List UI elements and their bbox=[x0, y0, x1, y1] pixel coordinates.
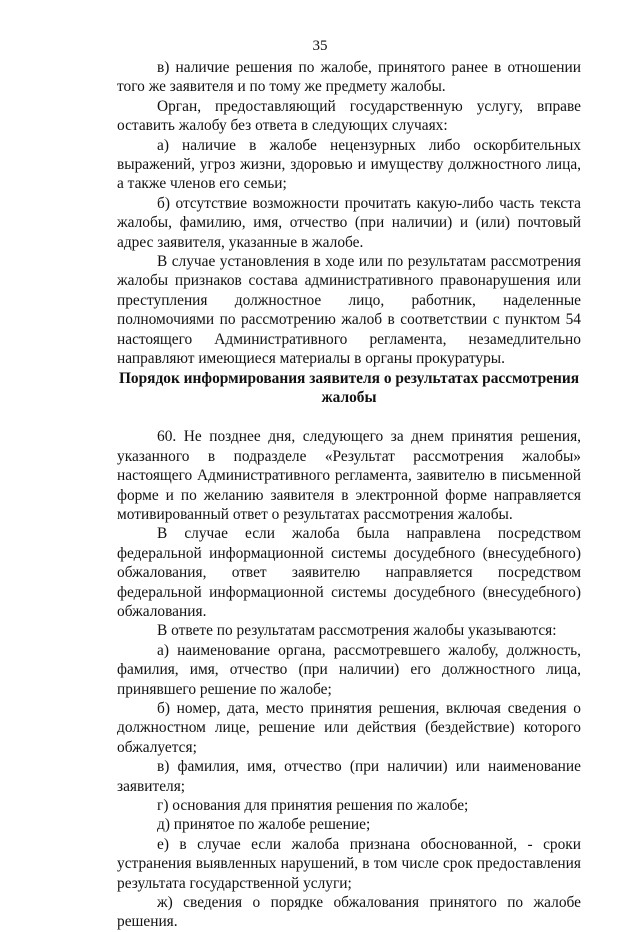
paragraph-prosecution-referral: В случае установления в ходе или по результатам рассмотрения жалобы признаков состава административного правонарушения или преступления должностное лицо, работник, наделенные полномочиями по рассмотрению жалоб в соответствии с пунктом 54 настоящего Административного регламента, незамедлительно направляют имеющиеся материалы в органы прокуратуры. bbox=[117, 253, 581, 368]
paragraph-response-contents: В ответе по результатам рассмотрения жалобы указываются: bbox=[157, 622, 557, 640]
document-body bbox=[117, 58, 581, 932]
list-item-v-applicant-name: в) фамилия, имя, отчество (при наличии) или наименование заявителя; bbox=[117, 758, 581, 795]
list-item-d-decision: д) принятое по жалобе решение; bbox=[157, 816, 371, 834]
paragraph-leave-unanswered: Орган, предоставляющий государственную услугу, вправе оставить жалобу без ответа в следующих случаях: bbox=[117, 97, 581, 135]
paragraph-60-response-deadline: 60. Не позднее дня, следующего за днем принятия решения, указанного в подразделе «Результат рассмотрения жалобы» настоящего Административного регламента, заявителю в письменной форме и по желанию заявителя в электронной форме направляется мотивированный ответ о результатах рассмотрения жалобы. bbox=[117, 428, 581, 523]
paragraph-complaint-prior-decision: в) наличие решения по жалобе, принятого ранее в отношении того же заявителя и по тому же предмету жалобы. bbox=[117, 59, 581, 96]
list-item-zh-appeal-procedure: ж) сведения о порядке обжалования принятого по жалобе решения. bbox=[117, 894, 581, 931]
section-heading: Порядок информирования заявителя о результатах рассмотрения жалобы bbox=[118, 369, 580, 406]
list-item-e-correction-deadlines: е) в случае если жалоба признана обоснованной, - сроки устранения выявленных нарушений, в том числе срок предоставления результата государственной услуги; bbox=[117, 835, 581, 892]
list-item-a-authority: а) наименование органа, рассмотревшего жалобу, должность, фамилия, имя, отчество (при наличии) его должностного лица, принявшего решение по жалобе; bbox=[117, 641, 581, 698]
list-item-b-decision-details: б) номер, дата, место принятия решения, включая сведения о должностном лице, решение или действия (бездействие) которого обжалуется; bbox=[117, 700, 581, 756]
paragraph-unreadable-text: б) отсутствие возможности прочитать какую-либо часть текста жалобы, фамилию, имя, отчество (при наличии) и (или) почтовый адрес заявителя, указанные в жалобе. bbox=[117, 194, 581, 251]
page-number: 35 bbox=[312, 38, 328, 54]
paragraph-federal-system-response: В случае если жалоба была направлена посредством федеральной информационной системы досудебного (внесудебного) обжалования, ответ заявителю направляется посредством федеральной информационной системы досудебного (внесудебного) обжалования. bbox=[117, 525, 581, 620]
list-item-g-grounds: г) основания для принятия решения по жалобе; bbox=[157, 797, 469, 815]
paragraph-obscene-language: а) наличие в жалобе нецензурных либо оскорбительных выражений, угроз жизни, здоровью и имуществу должностного лица, а также членов его семьи; bbox=[117, 136, 581, 193]
